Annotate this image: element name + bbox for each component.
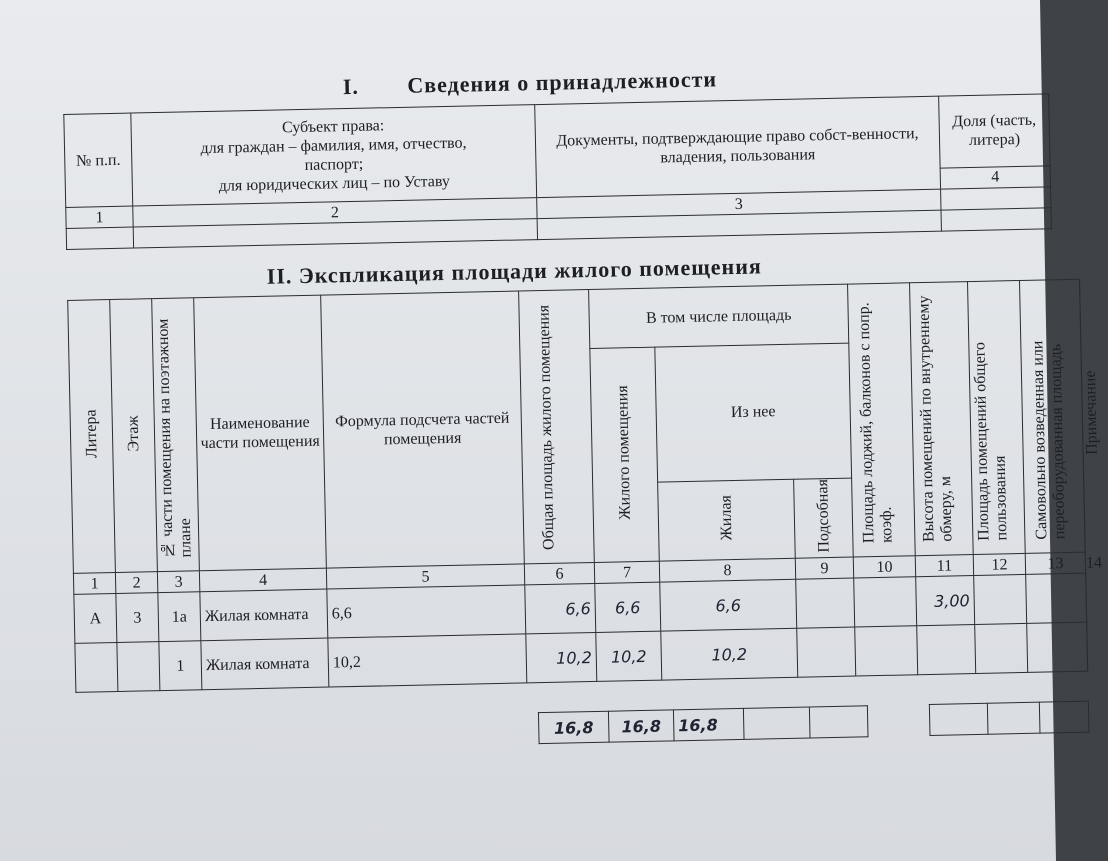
cell-nomer: 1а (158, 592, 201, 642)
header-formula: Формула подсчета частей помещения (321, 291, 525, 568)
header-v-tom-chisle: В том числе площадь (589, 284, 849, 348)
header-primechanie: Примечание (1080, 279, 1086, 552)
cell-name: Жилая комната (201, 638, 329, 690)
header-samovolno: Самовольно возведенная или переоборудованная площадь (1020, 279, 1086, 553)
cell-name: Жилая комната (200, 589, 328, 641)
cell-etazh: 3 (116, 593, 159, 643)
cell-zhilaya: 6,6 (660, 579, 797, 631)
col-num: 7 (594, 561, 659, 583)
col-num: 6 (524, 562, 594, 584)
col-num: 9 (795, 557, 853, 579)
col-num: 3 (157, 571, 199, 593)
cell-nomer: 1 (159, 641, 202, 691)
header-documents: Документы, подтверждающие право собст-венности, владения, пользования (535, 96, 941, 197)
cell-litera: А (74, 593, 117, 643)
header-pp: № п.п. (64, 113, 133, 207)
document-sheet (62, 31, 1103, 752)
cell-total: 10,2 (526, 632, 597, 682)
header-lodzhii: Площадь лоджий, балконов с попр. коэф. (848, 283, 916, 557)
col-num: 10 (853, 556, 915, 578)
cell-total: 6,6 (525, 583, 596, 633)
cell-zhilogo: 10,2 (596, 631, 662, 681)
header-obshchego: Площадь помещений общего пользования (968, 280, 1026, 554)
header-name: Наименование части помещения (194, 295, 327, 571)
section1-title-text: Сведения о принадлежности (407, 66, 718, 98)
total-zhilaya: 16,8 (673, 708, 744, 740)
header-zhilogo: Жилого помещения (590, 347, 659, 562)
section2-title: II. Экспликация площади жилого помещения (266, 253, 763, 289)
col-num: 4 (199, 568, 326, 592)
header-podsobnaya: Подсобная (794, 478, 854, 559)
col-num: 2 (115, 572, 157, 594)
cell-vysota: 3,00 (916, 576, 975, 626)
header-iz-nee: Из нее (655, 343, 852, 482)
cell-formula: 10,2 (328, 634, 527, 687)
total-zhilogo: 16,8 (608, 710, 674, 742)
header-subject: Субъект права: для граждан – фамилия, имя, отчество, паспорт; для юридических лиц – по Уставу (131, 105, 537, 206)
num-2: 2 (133, 198, 537, 227)
header-nomer: № части помещения на поэтажном плане (152, 298, 200, 572)
col-num: 1 (73, 572, 115, 594)
col-num: 8 (659, 558, 795, 582)
cell-etazh (117, 642, 160, 692)
col-num: 12 (973, 553, 1025, 575)
cell-zhilogo: 6,6 (595, 582, 661, 632)
header-etazh: Этаж (110, 299, 158, 573)
col-num: 11 (915, 555, 973, 577)
num-4: 4 (940, 166, 1050, 190)
num-3: 3 (537, 189, 941, 218)
num-1: 1 (66, 206, 133, 228)
header-total: Общая площадь жилого помещения (519, 290, 595, 564)
section1-number: I. (342, 73, 360, 100)
explication-table (67, 279, 1103, 693)
cell-formula: 6,6 (327, 585, 526, 638)
cell-zhilaya: 10,2 (661, 628, 798, 680)
cell-vysota (917, 625, 976, 675)
section1-title (343, 66, 718, 100)
col-num: 5 (326, 564, 524, 589)
col-num: 13 (1025, 552, 1085, 574)
ownership-table (63, 93, 1052, 250)
total-sum: 16,8 (538, 711, 609, 743)
header-vysota: Высота помещений по внутреннему обмеру, м (910, 282, 974, 556)
cell-litera (75, 642, 118, 692)
header-litera: Литера (68, 300, 116, 574)
header-share: Доля (часть, литера) (939, 94, 1050, 168)
header-zhilaya: Жилая (658, 479, 796, 561)
